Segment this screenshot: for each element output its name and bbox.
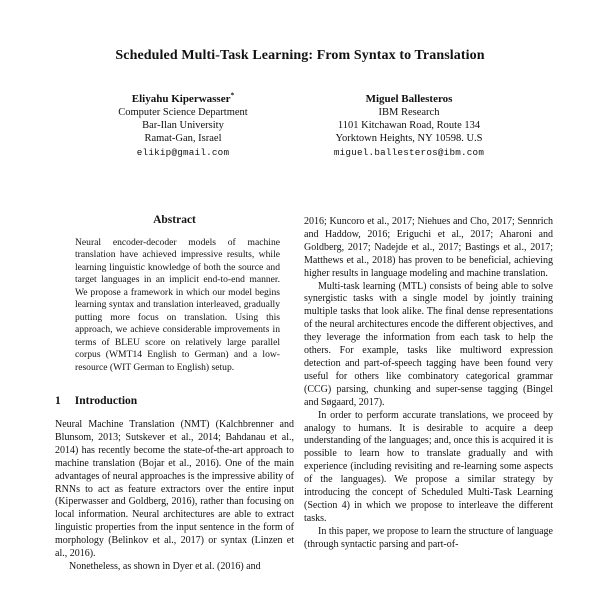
right-column bbox=[304, 216, 553, 552]
abstract-heading: Abstract bbox=[153, 214, 196, 226]
paper-title: Scheduled Multi-Task Learning: From Syntax to Translation bbox=[115, 48, 485, 63]
author-name bbox=[68, 90, 298, 106]
paragraph: In this paper, we propose to learn the structure of language (through syntactic parsing and part-of- bbox=[304, 525, 553, 550]
author-block-kiperwasser bbox=[68, 90, 298, 159]
author-email: miguel.ballesteros@ibm.com bbox=[333, 146, 485, 158]
section-number: 1 bbox=[55, 394, 61, 407]
paragraph: In order to perform accurate translations, we proceed by analogy to humans. It is desirable to acquire a deep understanding of the languages; and, once this is acquired it is possible to learn how to translate gradually and with experience (including revisiting and re-learning some aspects of the languages). We propose a similar strategy by introducing the concept of Scheduled Multi-Task Learning (Section 4) in which we propose to interleave the different tasks. bbox=[304, 409, 553, 524]
paragraph: Neural Machine Translation (NMT) (Kalchbrenner and Blunsom, 2013; Sutskever et al., 2014; Bahdanau et al., 2014) has recently become the state-of-the-art approach to machine translation (Bojar et al., 2016). One of the main advantages of neural approaches is the impressive ability of RNNs to act as feature extractors over the entire input (Kiperwasser and Goldberg, 2016), rather than focusing on local information. Neural architectures are able to extract linguistic properties from the input sentence in the form of morphology (Belinkov et al., 2017) or syntax (Linzen et al., 2016). bbox=[55, 418, 294, 560]
section-heading-introduction bbox=[55, 395, 294, 407]
author-affiliation-line: 1101 Kitchawan Road, Route 134 bbox=[337, 120, 481, 131]
left-column bbox=[55, 214, 294, 574]
author-affiliation-line: Yorktown Heights, NY 10598. U.S bbox=[335, 133, 483, 144]
section-title: Introduction bbox=[74, 394, 138, 407]
author-name-text: Miguel Ballesteros bbox=[365, 93, 453, 105]
paragraph: Nonetheless, as shown in Dyer et al. (2016) and bbox=[69, 560, 261, 572]
author-affiliation-line: Ramat-Gan, Israel bbox=[144, 133, 222, 144]
abstract-body: Neural encoder-decoder models of machine translation have achieved impressive results, while learning linguistic knowledge of both the source and target languages in an implicit end-to-end manner. We propose a framework in which our model begins learning syntax and translation interleaved, gradually putting more focus on translation. Using this approach, we achieve considerable improvements in terms of BLEU score on relatively large parallel corpus (WMT14 English to German) and a low-resource (WIT German to English) setup. bbox=[75, 237, 280, 373]
author-email: elikip@gmail.com bbox=[136, 146, 230, 158]
author-footnote-mark: * bbox=[230, 90, 235, 100]
author-affiliation-line: IBM Research bbox=[378, 107, 440, 118]
author-name bbox=[295, 93, 523, 106]
author-name-text: Eliyahu Kiperwasser bbox=[131, 93, 231, 105]
author-affiliation-line: Bar-Ilan University bbox=[142, 120, 224, 131]
paragraph: Multi-task learning (MTL) consists of being able to solve synergistic tasks with a single model by jointly training multiple tasks that look alike. The final dense representations of the neural architectures encode the different objectives, and they leverage the information from each task to help the others. For example, tasks like multiword expression detection and part-of-speech tagging have been found very useful for others like combinatory categorical grammar (CCG) parsing, chunking and super-sense tagging (Bingel and Søgaard, 2017). bbox=[304, 280, 553, 408]
author-affiliation-line: Computer Science Department bbox=[118, 107, 248, 118]
author-block-ballesteros bbox=[295, 93, 523, 159]
paragraph: 2016; Kuncoro et al., 2017; Niehues and Cho, 2017; Sennrich and Haddow, 2016; Eriguchi et al., 2017; Aharoni and Goldberg, 2017; Nadejde et al., 2017; Bastings et al., 2017; Matthews et al., 2018) has proven to be beneficial, achieving higher results in language modeling and machine translation. bbox=[304, 216, 553, 279]
